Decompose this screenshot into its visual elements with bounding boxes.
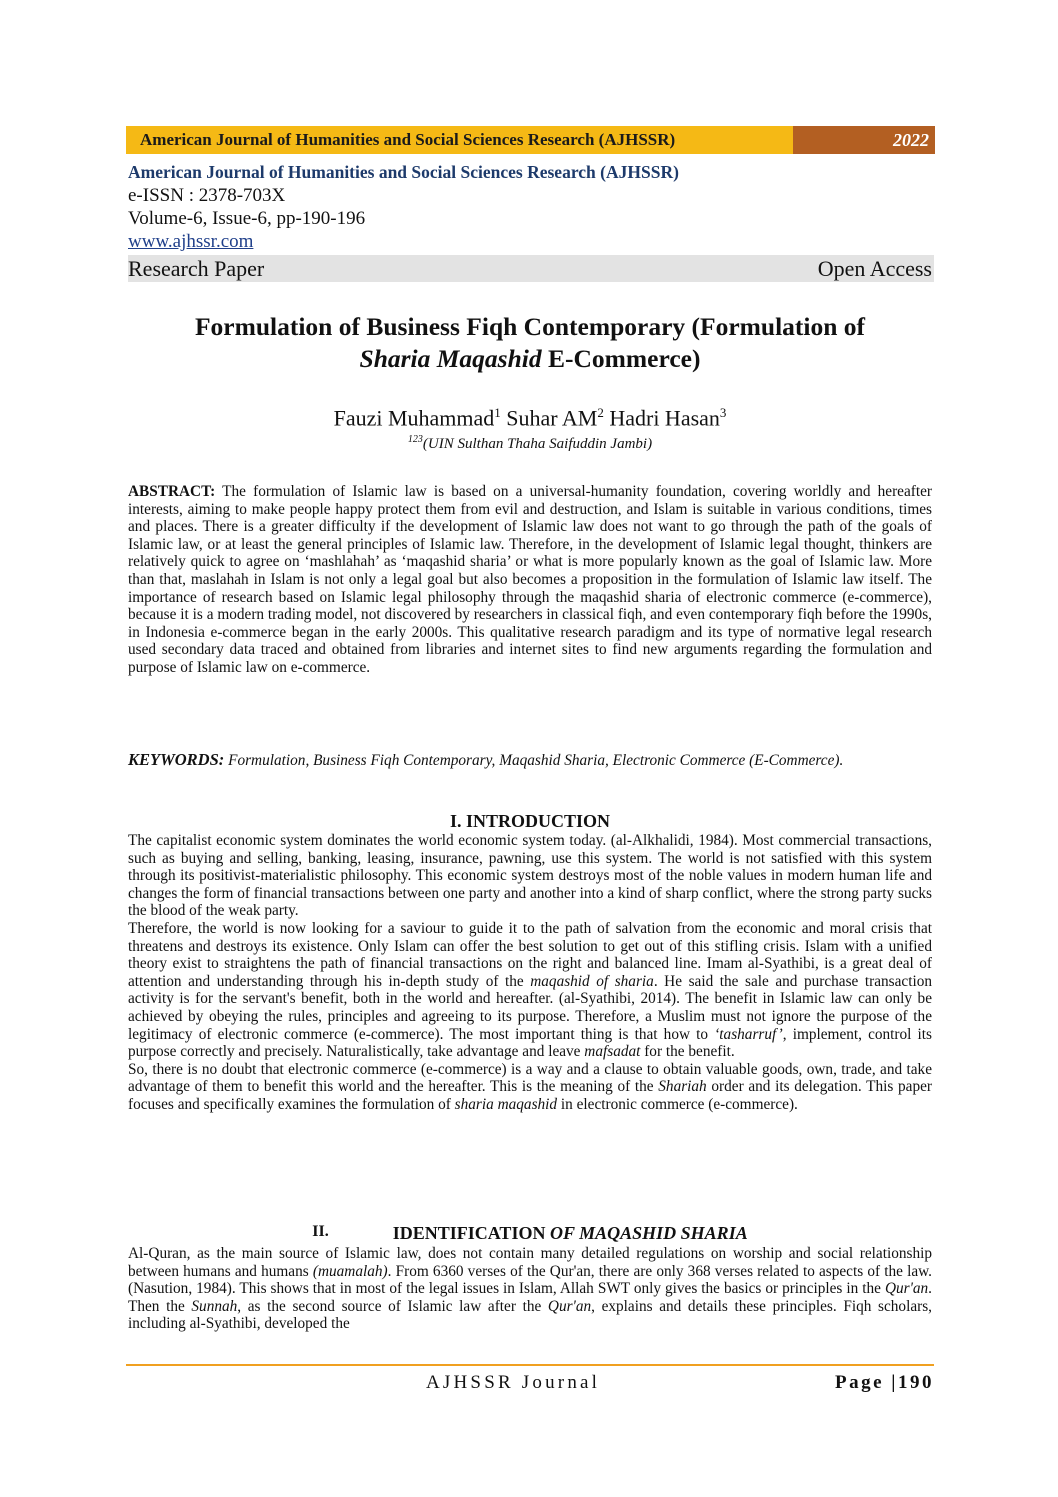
section-heading-introduction: I. INTRODUCTION: [449, 811, 611, 831]
abstract-text: The formulation of Islamic law is based on a universal-humanity foundation, covering worldly and hereafter interests, aiming to make people happy protect them from evil and destruction, and Islam is suitable in various conditions, times and places. There is a greater difficulty if the development of Islamic law does not want to go through the path of the goals of Islamic law, or at least the general principles of Islamic law. Therefore, in the development of Islamic legal thought, thinkers are relatively quick to agree on ‘mashlahah’ as ‘maqashid sharia’ or what is more popularly known as the goal of Islamic law. More than that, maslahah in Islam is not only a legal goal but also becomes a proposition in the formulation of Islamic law itself. The importance of research based on Islamic legal philosophy through the maqashid sharia of electronic commerce (e-commerce), because it is a modern trading model, not discovered by researchers in classical fiqh, and even contemporary fiqh before the 1990s, in Indonesia e-commerce began in the early 2000s. This qualitative research paradigm and its type of normative legal research used secondary data traced and obtained from libraries and internet sites to find new arguments regarding the formulation and purpose of Islamic law on e-commerce.: [128, 483, 932, 676]
intro-paragraph-1: The capitalist economic system dominates the world economic system today. (al-Alkhalidi, 1984). Most commercial transactions, such as buying and selling, banking, leasing, insurance, pawning, use this system. The world is not satisfied with this system through its positivist-materialistic philosophy. This economic system destroys most of the noble values in modern human life and changes the form of financial transactions between one party and another into a kind of sharp conflict, where the strong party sucks the blood of the weak party.: [128, 832, 932, 920]
meta-volume: Volume-6, Issue-6, pp-190-196: [128, 208, 366, 229]
section-heading-identification: II. IDENTIFICATION OF MAQASHID SHARIA: [312, 1223, 748, 1243]
title-rest: E-Commerce): [541, 344, 701, 373]
author-1-sup: 1: [494, 405, 501, 420]
identification-body: [128, 1245, 932, 1333]
author-3-sup: 3: [719, 405, 727, 420]
keywords: [128, 751, 932, 770]
keywords-text: Formulation, Business Fiqh Contemporary, Maqashid Sharia, Electronic Commerce (E-Commerce).: [224, 752, 844, 769]
footer-journal: AJHSSR Journal: [426, 1372, 601, 1393]
abstract-label: ABSTRACT:: [128, 483, 216, 500]
footer-rule: [126, 1364, 934, 1366]
intro-paragraph-2: Therefore, the world is now looking for a saviour to guide it to the path of salvation from the economic and moral crisis that threatens and destroys its existence. Only Islam can offer the best solution to get out of this stifling crisis. Islam with a unified theory exist to straightens the path of financial transactions on the right and balanced line. Imam al-Syathibi, is a great deal of attention and understanding through his in-depth study of the maqashid of sharia. He said the sale and purchase transaction activity is for the servant's benefit, both in the world and hereafter. (al-Syathibi, 2014). The benefit in Islamic law can only be achieved by obeying the rules, principles and agreeing to its purpose. Therefore, a Muslim must not ignore the purpose of the legitimacy of electronic commerce (e-commerce). The most important thing is that how to ‘tasharruf’, implement, control its purpose correctly and precisely. Naturalistically, take advantage and leave mafsadat for the benefit.: [128, 919, 933, 1061]
meta-issn: e-ISSN : 2378-703X: [128, 185, 286, 206]
affiliation-text: (UIN Sulthan Thaha Saifuddin Jambi): [422, 436, 653, 452]
introduction-body: [128, 832, 932, 1114]
author-1: Fauzi Muhammad: [333, 405, 495, 431]
section-number: II.: [312, 1223, 329, 1240]
affiliation: [128, 434, 932, 453]
authors: [128, 405, 932, 431]
header-year: 2022: [793, 126, 935, 154]
author-2: Suhar AM: [500, 405, 598, 431]
title-line-2: [128, 343, 932, 375]
meta-journal-name: American Journal of Humanities and Social Sciences Research (AJHSSR): [128, 162, 679, 182]
meta-url-link[interactable]: www.ajhssr.com: [128, 231, 254, 252]
keywords-label: KEYWORDS:: [128, 750, 225, 769]
page-number: Page |190: [835, 1372, 934, 1393]
access-type: Open Access: [817, 255, 932, 281]
running-header: [126, 126, 935, 154]
title-line-1: Formulation of Business Fiqh Contemporary (Formulation of: [194, 312, 866, 341]
title-italic: Sharia Maqashid: [359, 344, 542, 373]
paper-type-bar: [128, 255, 934, 282]
header-journal-name: American Journal of Humanities and Social Sciences Research (AJHSSR): [126, 126, 793, 154]
paper-title: [128, 311, 932, 375]
intro-paragraph-3: So, there is no doubt that electronic commerce (e-commerce) is a way and a clause to obtain valuable goods, own, trade, and take advantage of them to benefit this world and the hereafter. This is the meaning of the Shariah order and its delegation. This paper focuses and specifically examines the formulation of sharia maqashid in electronic commerce (e-commerce).: [128, 1060, 932, 1113]
author-3: Hadri Hasan: [603, 405, 720, 431]
paper-type: Research Paper: [128, 255, 265, 281]
ident-paragraph-1: Al-Quran, as the main source of Islamic law, does not contain many detailed regulations on worship and social relationship between humans and humans (muamalah). From 6360 verses of the Qur'an, there are only 368 verses related to aspects of the law. (Nasution, 1984). This shows that in most of the legal issues in Islam, Allah SWT only gives the basics or principles in the Qur'an. Then the Sunnah, as the second source of Islamic law after the Qur'an, explains and details these principles. Fiqh scholars, including al-Syathibi, developed the: [128, 1245, 932, 1333]
author-2-sup: 2: [597, 405, 604, 420]
affiliation-sup: 123: [407, 434, 423, 445]
journal-meta: [128, 160, 934, 282]
abstract: [128, 483, 932, 677]
